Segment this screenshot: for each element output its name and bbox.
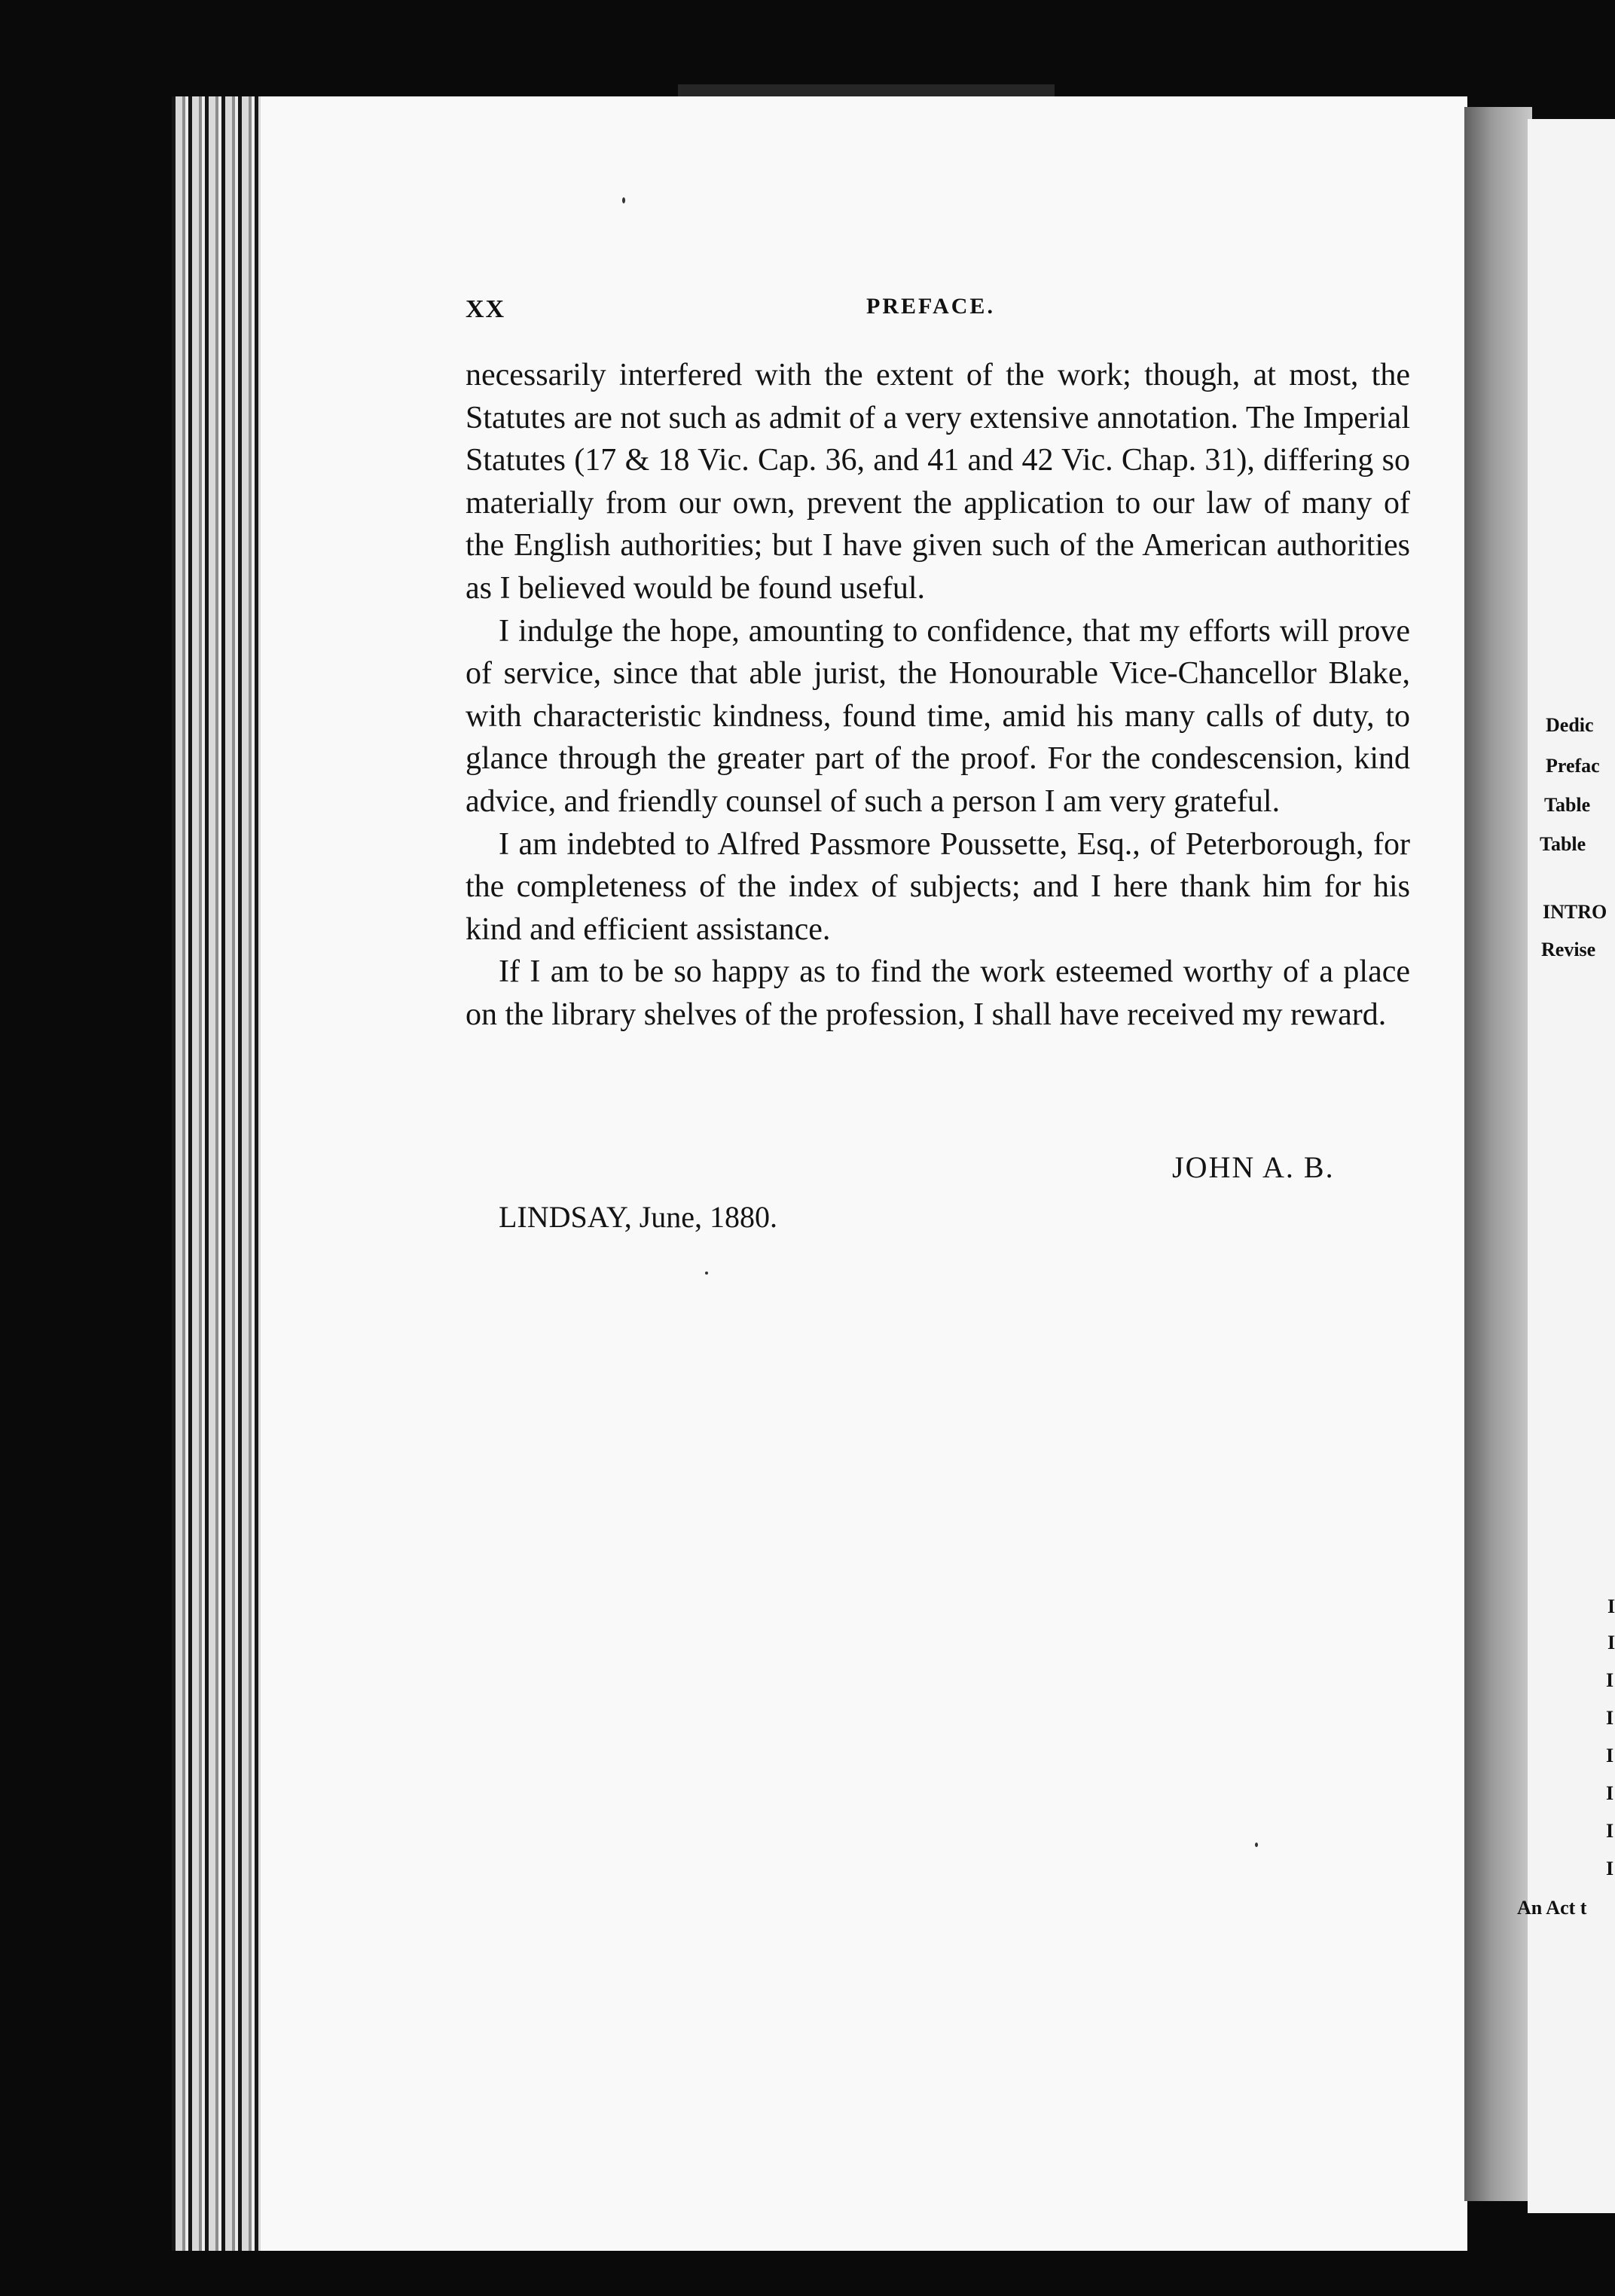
- paragraph: I indulge the hope, amounting to confidence, that my efforts will prove of service, since that able jurist, the Honourable Vice-Chancellor Blake, with characteristic kindness, found time, amid his many calls of duty, to glance through the greater part of the proof. For the condescension, kind advice, and friendly counsel of such a person I am very grateful.: [466, 613, 1410, 819]
- dateline: [499, 1199, 777, 1235]
- dateline-date: June, 1880.: [639, 1200, 778, 1234]
- facing-fragment: I: [1606, 1745, 1614, 1766]
- running-title: PREFACE.: [866, 294, 995, 319]
- facing-fragment: I: [1607, 1632, 1615, 1653]
- preface-body: [466, 354, 1410, 1037]
- facing-fragment: Table: [1544, 794, 1591, 816]
- scan-speck: [1255, 1843, 1258, 1847]
- facing-fragment: Table: [1540, 833, 1586, 855]
- author-signature: JOHN A. B.: [1172, 1150, 1335, 1184]
- scan-speck: [705, 1272, 708, 1275]
- facing-fragment: Prefac: [1546, 755, 1600, 777]
- facing-fragment: An Act t: [1517, 1897, 1587, 1919]
- facing-fragment: I: [1607, 1595, 1615, 1617]
- gutter-shadow: [1464, 107, 1532, 2201]
- facing-fragment: I: [1606, 1669, 1614, 1691]
- facing-fragment: I: [1606, 1858, 1614, 1879]
- facing-fragment: Revise: [1541, 939, 1596, 960]
- page-number: XX: [466, 295, 506, 323]
- facing-fragment: I: [1606, 1707, 1614, 1729]
- paragraph: If I am to be so happy as to find the work esteemed worthy of a place on the library shelves of the profession, I shall have received my reward.: [466, 954, 1410, 1032]
- facing-fragment: I: [1606, 1782, 1614, 1804]
- scan-speck: [622, 197, 625, 203]
- facing-fragment: INTRO: [1543, 901, 1607, 923]
- dateline-place: LINDSAY,: [499, 1200, 632, 1234]
- page-edge-stack: [172, 96, 261, 2251]
- facing-fragment: Dedic: [1546, 714, 1594, 736]
- paragraph: necessarily interfered with the extent of the work; though, at most, the Statutes are not such as admit of a very extensive annotation. The Imperial Statutes (17 & 18 Vic. Cap. 36, and 41 and 42 Vic. Chap. 31), differing so materially from our own, prevent the application to our law of many of the English authorities; but I have given such of the American authorities as I believed would be found useful.: [466, 358, 1410, 606]
- facing-fragment: I: [1606, 1820, 1614, 1842]
- paragraph: I am indebted to Alfred Passmore Poussette, Esq., of Peterborough, for the completeness of the index of subjects; and I here thank him for his kind and efficient assistance.: [466, 826, 1410, 947]
